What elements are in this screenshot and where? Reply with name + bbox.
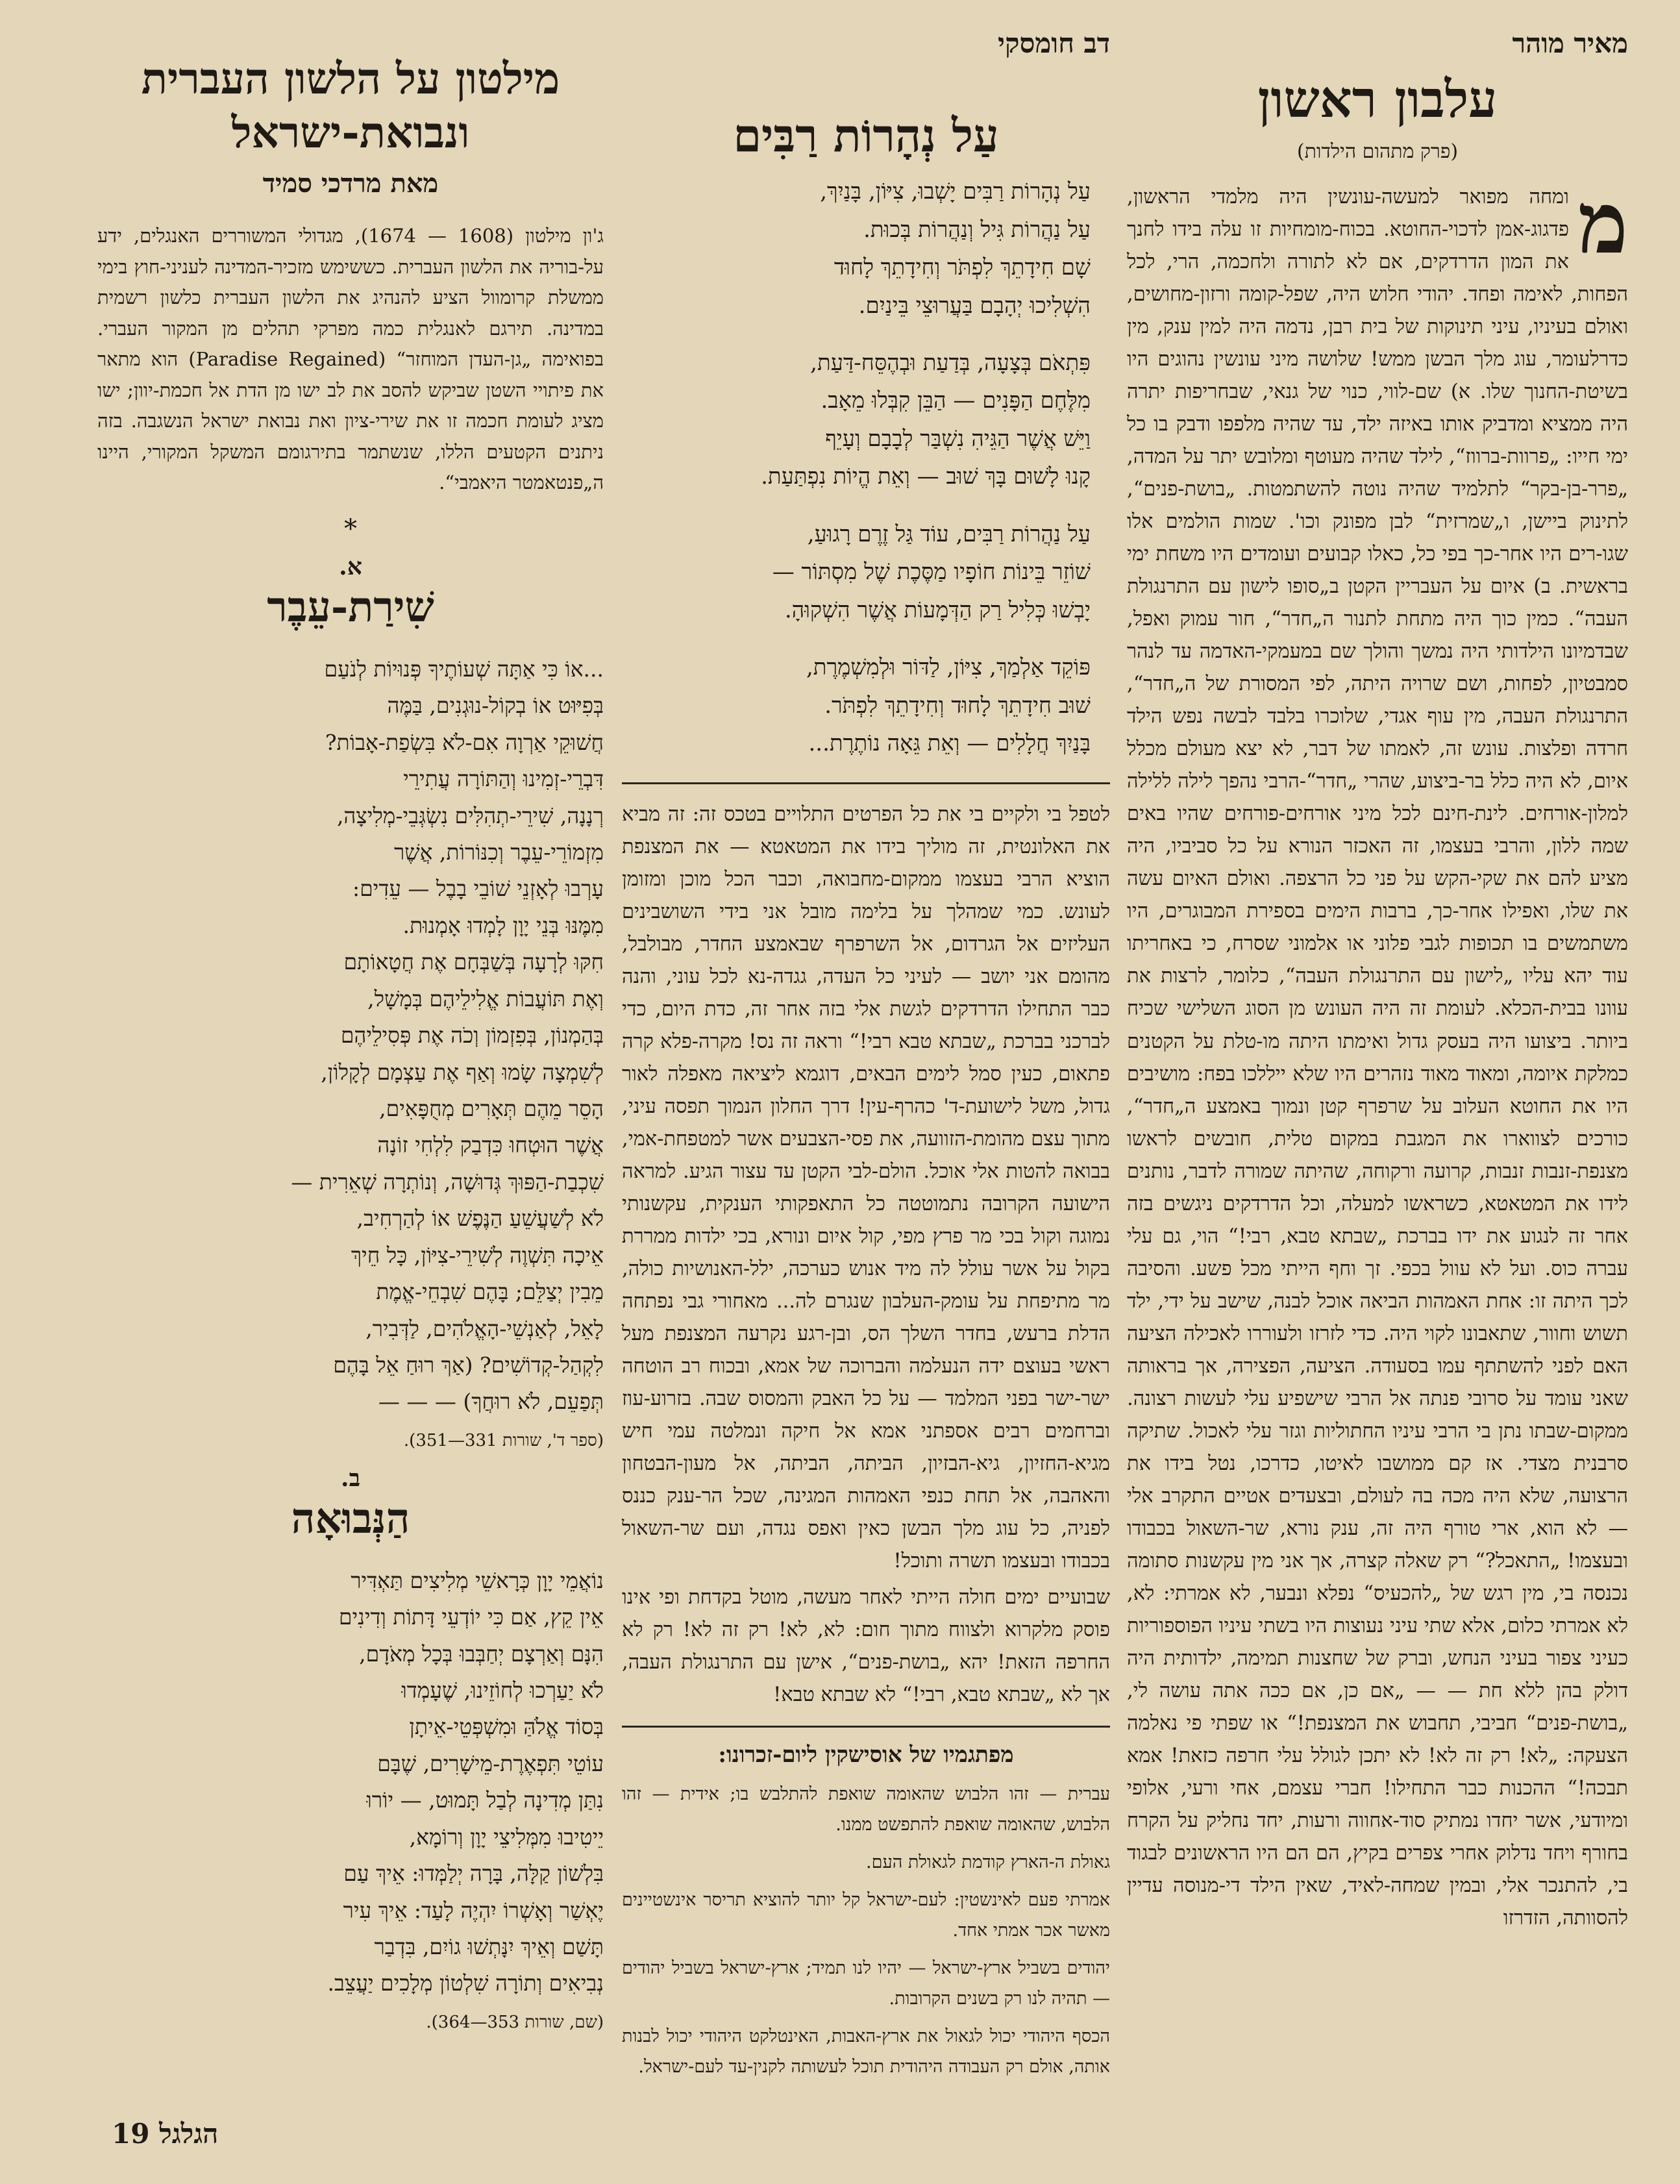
poem-line: עַל נַהֲרוֹת רַבִּים, עוֹד גַּל זֶרֶם רָגוּעַ, [807,521,1091,547]
verse-line: בְּהַמְנוֹן, בְּפִזְמוֹן וְכֹה אֶת פְּסִילֵיהֶם [340,1023,604,1049]
verse-line: עָרְבוּ לְאָזְנֵי שׁוֹבֵי בָבֶל — עֵדִים: [352,876,604,902]
verse-line: תָּשַׁם וְאֵיךְ יִנָּתְשׁוּ גוֹיִם, בִּדְבַר [374,1934,604,1959]
poem-title: עַל נְהָרוֹת רַבִּים [733,108,999,162]
quote-item: גאולת ה-הארץ קודמת לגאולת העם. [866,1852,1110,1872]
poem-body [622,173,1110,763]
verse-block [97,651,604,1421]
poem-stanza [622,649,1091,762]
quote-item: אמרתי פעם לאינשטין: לעם-ישראל קל יותר להוציא תריסר אינשטיינים מאשר אכר אמתי אחד. [622,1890,1110,1941]
verse-line: אֵין קֵץ, אַם כִּי יוֹדְעֵי דָּתוֹת וְדִינִים [338,1604,604,1630]
article-title-line2: ונבואת-ישראל [231,106,470,158]
section-letter: ב. [341,1464,360,1492]
article-title: עלבון ראשון [1257,69,1498,129]
verse-line: ...אוֹ כִּי אַתָּה שְׁעוֹתֶיךָ פְּנוּיוֹת לְנֹעַם [324,656,604,682]
article-paragraph: שבועיים ימים חולה הייתי לאחר מעשה, מוטל בקדחת ופי אינו פוסק מלקרוא ולצווח מתוך חום: לא, לא! רק זה לא! רק לא החרפה הזאת! יהא „בושת-פנים“, אישן עם התרנגולת העבה, אך לא „שבתא טבא, רבי!“ לא שבתא טבא! [622,1586,1110,1707]
quote-item: יהודים בשביל ארץ-ישראל — יהיו לנו תמיד; ארץ-ישראל בשביל יהודים — תהיה לנו רק בשנים הקרובות. [622,1958,1110,2009]
quotes-box [622,1742,1110,2082]
verse-line: לָאֵל, לְאַנְשֵׁי-הָאֱלֹהִים, לַדְּבִיר, [365,1315,604,1341]
verse-line: נִתַּן מְדִינָה לְבַל תָּמוּט, — יוֹרוּ [366,1787,604,1813]
intro-text-rest: הוא מתאר את פיתויי השטן שביקש להסב את לב ישו מן הדת אל חכמת-יוון; ישו מציג לעומת חכמה זו את שירי-ציון ואת נבואת ישראל הנשגבה. בזה ניתנים הקטעים הללו, שנשתמר בתירגומם המשקל המקורי, היינו ה„פנטאמטר היאמבי“. [97,348,604,494]
verse-line: לְשִׁמְצָה שָׂמוּ וְאַף אֶת עַצְמָם לְקָלוֹן, [321,1059,604,1085]
poem-stanza [622,173,1091,325]
verse-line: אֵיכָה תִּשְׁוֶה לְשִׁירֵי-צִיּוֹן, כָּל חֵיךְ [351,1242,604,1268]
poem-stanza [622,344,1091,496]
author-name: מאיר מוהר [1512,27,1628,59]
verse-line: רְנָנָה, שִׁירֵי-תְהִלִּים נִשְׂגְּבֵי-מְלִיצָה, [336,802,604,828]
poem-line: עַל נְהָרוֹת רַבִּים יָשְׁבוּ, צִיּוֹן, בָּנַיִךְ, [820,179,1091,205]
verse-line: בְּפִיּוּט אוֹ בְקוֹל-נוּגְנִים, בַּמֶּה [387,693,604,719]
intro-latin-title: (Paradise Regained) [188,348,386,371]
verse-line: תְּפַעֵם, לֹא רוּחֲךָ) — — — [378,1389,604,1415]
intro-paragraph [97,221,604,499]
verse-line: יֵיטִיבוּ מִמְּלִיצֵי יָוָן וְרוֹמָא, [409,1824,604,1850]
article-subtitle: (פרק מתהום הילדות) [1296,140,1459,164]
article-first-insult [1127,26,1628,1939]
verse-line: יֶאְשַׁר וְאָשְׁרוֹ יִהְיֶה לָעַד: אֵיךְ עִיר [343,1897,604,1923]
article-body [1127,173,1628,1935]
article-paragraph: לטפל בי ולקיים בי את כל הפרטים התלויים בטכס זה: זה מביא את האלונטית, זה מוליך בידו את המטאטא — את המצנפת הוציא הרבי בעצמו ממקום-מחבואה, וכבר הכל מוכן ומזומן לעונש. כמי שמהלך על בלימה מובל אני בידי השושבינים העליזים אל הגרדום, אל השרפרף שבאמצע החדר, מבולבל, מהומם אני יושב — לעיני כל העדה, גגדה-נא לכל עוני, והנה כבר התחילו הדרדקים לגשת אלי בזה אחר זה, כדת היום, כדי לברכני בברכת „שבתא טבא רבי!“ וראה זה נס! מקרה-פלא קרה פתאום, כעין סמל לימים הבאים, דוגמא ליציאה מאפלה לאור גדול, משל לישועת-ד' כהרף-עין! דרך החלון הנמוך תפסה עיני, מתוך עצם מהומת-הזוועה, את פסי-הצבעים אשר למטפחת-אמי, בבואה להטות אלי אוכל. הולם-לבי הקטן עד עצור הגיע. למראה הישועה הקרובה נתמוטטה כל התאפקותי הענקית, עקשנותי נמוגה וקול בכי מר פרץ מפי, קול איום ונורא, בכי ילדות ממררת בקול על אשר עולל לה מיד אנוש כערכה, ילל-האנושיות כולה, מר מתיפחת על עומק-העלבון שנגרם לה... מאחורי גבי נפתחה הדלת ברעש, בחדר השלך הס, ובן-רגע נקרעה המצנפת מעל ראשי בעוצם ידה הנעלמה והברוכה של אמא, ובכוח רב הוטחה ישר-ישר בפני המלמד — על כל האבק והמסוס שבה. בזרוע-עוז וברחמים רבים אספתני אמא אל חיקה ונמלטה עמי חיש מגיא-החזיון, גיא-הבזיון, הביתה, הביתה, אל מעון-הבטחון והאהבה, אל תחת כנפי האמהות המגינה, שכל הר-ענק כננס לפניה, כל עוג מלך הבשן כאין ואפס נגדה, ועם שר-השאול בכבודו ובעצמו תשרה ותוכל! [622,802,1110,1573]
verse-line: חֲשׁוּקֵי אַרְוָה אִם-לֹא בִּשְׂפַת-אָבוֹת? [325,729,604,755]
author-name: דב חומסקי [998,27,1110,59]
article-milton [97,26,604,2046]
article-title-line1: מילטון על הלשון העברית [141,53,560,104]
section-title: הַנְּבוּאָה [291,1494,410,1543]
poem-line: קָנוּ לָשׁוּם בָּךְ שׁוּב — וְאֵת הֱיוֹת נִפְתַּעַת. [761,464,1091,490]
verse-source: (שם, שורות 353—364). [426,2012,604,2032]
quote-item: עברית — זהו הלבוש שהאומה שואפת להתלבש בו; אידית — זהו הלבוש, שהאומה שואפת להתפשט ממנו. [622,1784,1110,1835]
poem-line: שׁוּב חִידָתֵךְ לָחוּד וְחִידָתֵךְ לִפְתֹּר. [824,692,1091,719]
verse-block [97,1563,604,2002]
article-on-many-rivers [622,26,1110,2090]
section-letter: א. [339,552,362,580]
verse-line: בִּלְשׁוֹן קַלָּה, בָּרָה יְלַמְּדוּ: אֵיךְ עַם [343,1861,604,1887]
divider [622,782,1110,784]
verse-line: נְבִיאִים וְתוֹרָה שִׁלְטוֹן מְלָכִים יַעֲצֵב. [327,1970,604,1996]
verse-line: מִזְמוֹרֵי-עֵבֶר וְכִנּוֹרוֹת, אֲשֶׁר [394,839,604,865]
verse-line: לֹא לְשַׁעֲשֵׁעַ הַנֶּפֶשׁ אוֹ לְהַרְחִיב, [356,1206,604,1232]
verse-line: אֲשֶׁר הוּטְחוּ כִּדְבַק לִלְחִי זוֹנָה [377,1132,604,1158]
poem-line: וַיֵּשׁ אֲשֶׁר הַגֵּיהִ נִשְׁבַּר לְבָבָם וְעָיֵף [825,425,1091,452]
verse-line: שִׁכְבַת-הַפּוּךְ גְּדוּשָׁה, וְנוֹתְרָה שְׁאֵרִית — [291,1169,604,1195]
poem-line: פִּתְאֹם בְּצָעָה, בְּדַעַת וּבְהֶסֵּח-דַּעַת, [810,349,1091,376]
poem-stanza [622,515,1091,629]
verse-line: לִקְהַל-קְדוֹשִׁים? (אַךְ רוּחַ אֵל בָּהֶם [333,1352,604,1378]
divider [622,1726,1110,1728]
byline: מאת מרדכי סמיד [262,168,439,199]
poem-line: פּוֹקֵד אַלְמַךְ, צִיּוֹן, לַדּוֹר וּלְמִשְׁמֶרֶת, [806,654,1091,681]
section-title: שִׁירַת-עֵבֶר [267,582,434,632]
separator-star: * [344,514,357,544]
verse-line: מֵבִין יְצַלֵּם; בָּהֶם שִׁבְחֵי-אֱמֶת [376,1279,604,1305]
verse-line: הָסֵר מֵהֶם תְּאָרִים מְחֻפָּאִים, [379,1095,604,1121]
quotes-title: מפתגמיו של אוסישקין ליום-זכרונו: [718,1742,1014,1768]
page-footer: הגלגל 19 [112,2118,219,2150]
verse-line: עוֹטֵי תִּפְאֶרֶת-מֵישָׁרִים, שֶׁבָּם [377,1750,604,1776]
drop-cap: מ [1577,173,1628,273]
verse-line: לֹא יַעַרְכוּ לְחוֹזֵינוּ, שֶׁעָמְדוּ [401,1678,604,1704]
poem-line: בָּנַיִךְ חֲלָלִים — וְאֵת גֵּאָה נוֹתֶרֶת... [808,730,1091,757]
article-paragraph: ומחה מפואר למעשה-עונשין היה מלמדי הראשון, פדגוג-אמן לדכוי-החוטא. בכוח-מומחיות זו עלה בידו לחנך את המון הדרדקים, אם לא לתורה ולחכמה, הרי, לכל הפחות, לאימה ופחד. יהודי חלוש היה, שפל-קומה ורזון-מחושים, ואולם בעיניו, עיני תינוקות של בית רבן, נדמה היה למין ענק, מין כדרלעומר, עוג מלך הבשן ממש! שלושה מיני עונשין נהוגים היו בשיטת-החנוך שלו. א) שם-לווי, כנוי של גנאי, שבחריפות יתרה היה ממציא ומדביק אותו באיזה ילד, עד שהיה מלפפו ודבק בו כל ימי חייו: „פרוות-ברווז“, לילד שהיה מעוטף ומלובש יתר על המדה, „פרר-בן-בקר“ לתלמיד שהיה נוטה להשתמטות. „בושת-פנים“, לתינוק ביישן, ו„שמרזית“ לבן מפונק וכו'. שמות הולמים אלו שגו-רים היו אחר-כך בפי כל, כאלו קבועים ועומדים היו משחת ימי בראשית. ב) איום על העבריין הקטן ב„סופו לישון עם התרנגולת העבה“. כמין כוך היה מתחת לתנור ה„חדר“, חור עמוק ואפל, שבדמיונו הילדותי היה נמשך והולך שם במעמקי-האדמה עד לנהר סמבטיון, לפחות, ושם שרויה היתה, לפי המסורת של ה„חדר“, התרנגולת העבה, מין עוף אגדי, שלוכרו בלבד לבשה נפש הילד חרדה ופלצות. עונש זה, לאמתו של דבר, לא יצא מעולם מכלל איום, לא היה כלל בר-ביצוע, שהרי „חדר“-הרבי נהפך לילה ללילה למלון-אורחים. לינת-חינם לכל מיני אורחים-פורחים שהיו באים שמה ללון, והרבי בעצמו, זה האכזר הנורא על כל סביביו, היה מציע להם את שקי-הקש על פני כל הרצפה. ואולם האיום עשה את שלו, ואפילו אחר-כך, ברבות הימים בספירת המבוגרים, היו משתמשים בו תכופות לגבי פלוני או אלמוני שסרח, כי באחריתו עוד יהא עליו „לישון עם התרנגולת העבה“, כלומר, לרצות את עוונו בבית-הכלא. לעומת זה היה העונש מן הסוג השלישי שכיח ביותר. ביצועו היה בעסק גדול ואימתו היתה מו-טלת על הקטנים כמלקת איומה, ומאוד מאוד נזהרים היו שלא ייללכו בפח: מושיבים היו את החוטא העלוב על שרפרף קטן ונמוך באמצע ה„חדר“, כורכים לצווארו את המגבת במקום טלית, חובשים לראשו מצנפת-זנבות זנבות, קרועה ורקוחה, שהיתה שמורה לדבר, נותנים לידו את המטאטא, כשראשו למעלה, וכל הדרדקים ניגשים בזה אחר זה לנגוע את ידו בברכת „שבתא טבא, רבי!“ הוי, גם עלי עברה כוס. ועל לא עוול בכפי. זך וחף הייתי מכל פשע. והסיבה לכך היתה זו: אחת האמהות הביאה אוכל לבנה, שישב על ידי, ילד תשוש וחוור, שתאבונו לקוי היה. כדי לזרזו ולעוררו לאכילה הציעה האם לפני להשתתף עמו בסעודה. הציעה, הפצירה, אך בראותה שאני עומד על סרובי פנתה אל הרבי שישפיע עלי לעשות רצונה. ממקום-שבתו נתן בי הרבי עיניו החתוליות וגזר עלי לאכול. שתיקה סרבנית מצדי. אז קם ממושבו לאיטו, כדרכו, נטל בידו את הרצועה, שלא היה מכה בה לעולם, ובצעדים אטיים התקרב אלי — לא הוא, ארי טורף היה זה, ענק נורא, שר-השאול בכבודו ובעצמו! „התאכל?“ רק שאלה קצרה, אך אני מין עקשנות סתומה נכנסה בי, מין רגש של „להכעיס“ נפלא ונבער, לא אמרתי: לא, לא אמרתי כלום, אלא שתי עיני נעוצות היו בשתי עיניו הפוספוריות כעיני צפור בעיני הנחש, וברק של שחצנות תמימה, ילדותית היה דולק בהן ללא חת — — „אם כן, אם ככה אתה עושה לי, „בושת-פנים“ חביבי, תחבוש את המצנפת!“ או שפתי פי נאלמה הצעקה: „לא! רק זה לא! לא יתכן לגולל עלי חרפה כזאת! אמא תבכה!“ ההכנות כבר התחילו! חברי עצמם, אחי ורעי, אלופי ומיודעי, אשר יחדו נמתיק סוד-אחווה ורעות, יחד נחליק על הקרח בחורף ויחד נדלוק אחרי צפרים בקיץ, הם הם היו הראשונים לבגוד בי, להתנכר אלי, ובמין שמחה-לאיד, שאין הילד די-מנוסה עדיין להסוותה, הזדרזו [1127,186,1628,1930]
poem-line: עַל נַהֲרוֹת גִּיל וְנַהֲרוֹת בְּכוּת. [863,216,1091,243]
poem-line: שָׁם חִידָתֵךְ לִפְתֹּר וְחִידָתֵךְ לָחוּד [834,254,1091,281]
verse-line: מִמֶּנּוּ בְּנֵי יָוָן לָמְדוּ אָמְנוּת. [402,912,604,938]
quote-item: הכסף היהודי יכול לגאול את ארץ-האבות, האינטלקט היהודי יכול לבנות אותה, אולם רק העבודה היהודית תוכל לעשותה לקנין-עד לעם-ישראל. [622,2026,1110,2077]
poem-line: יָבְשׁוּ כְּלִיל רַק הַדְּמָעוֹת אֲשֶׁר הִשְׁקוּהָ. [784,597,1091,623]
poem-line: הִשְׁלִיכוּ יְהָבָם בַּעֲרוּצֵי בֵּינַיִם. [858,292,1091,319]
article-continuation [622,799,1110,1711]
verse-source: (ספר ד', שורות 331—351). [403,1430,604,1450]
verse-line: הִנָּם וְאַרְצָם יְחַבְּבוּ בְּכָל מְאֹדָם, [359,1641,604,1667]
verse-line: נוֹאֲמֵי יָוָן כְּרָאשֵׁי מְלִיצִים תַּאְדִּיר [351,1567,604,1593]
verse-line: וְאֶת תּוֹעֲבוֹת אֱלִילֵיהֶם בְּמָשָׁל, [367,986,604,1011]
verse-line: בְּסוֹד אֱלֹהַּ וּמִשְׁפְּטֵי-אֵיתָן [409,1714,604,1740]
poem-line: מִלֶּחֶם הַפָּנִים — הַבֵּן קִבְּלוּ מֵאָב. [821,388,1091,414]
poem-line: שׁוֹזֵר בֵּינוֹת חוֹפָיו מַסֶּכֶת שֶׁל מִסְתּוֹר — [772,559,1091,586]
verse-line: חִקּוּ לְרָעָה בְּשַׁבְּחָם אֶת חֲטָאוֹתָם [343,949,604,975]
intro-text: ג'ון מילטון (1608 — 1674), מגדולי המשוררים האנגלים, ידע על-בוריה את הלשון העברית. כששימש מזכיר-המדינה לעניני-חוץ בימי ממשלת קרומוול הציע להנהיג את הלשון העברית כלשון רשמית במדינה. תירגם לאנגלית כמה מפרקי תהלים מן המקור העברי. בפואימה „גן-העדן המוחזר“ [97,225,604,371]
verse-line: דִּבְרֵי-זְמִינוּ וְהַתּוֹרָה עֲתִירֵי [403,766,604,792]
